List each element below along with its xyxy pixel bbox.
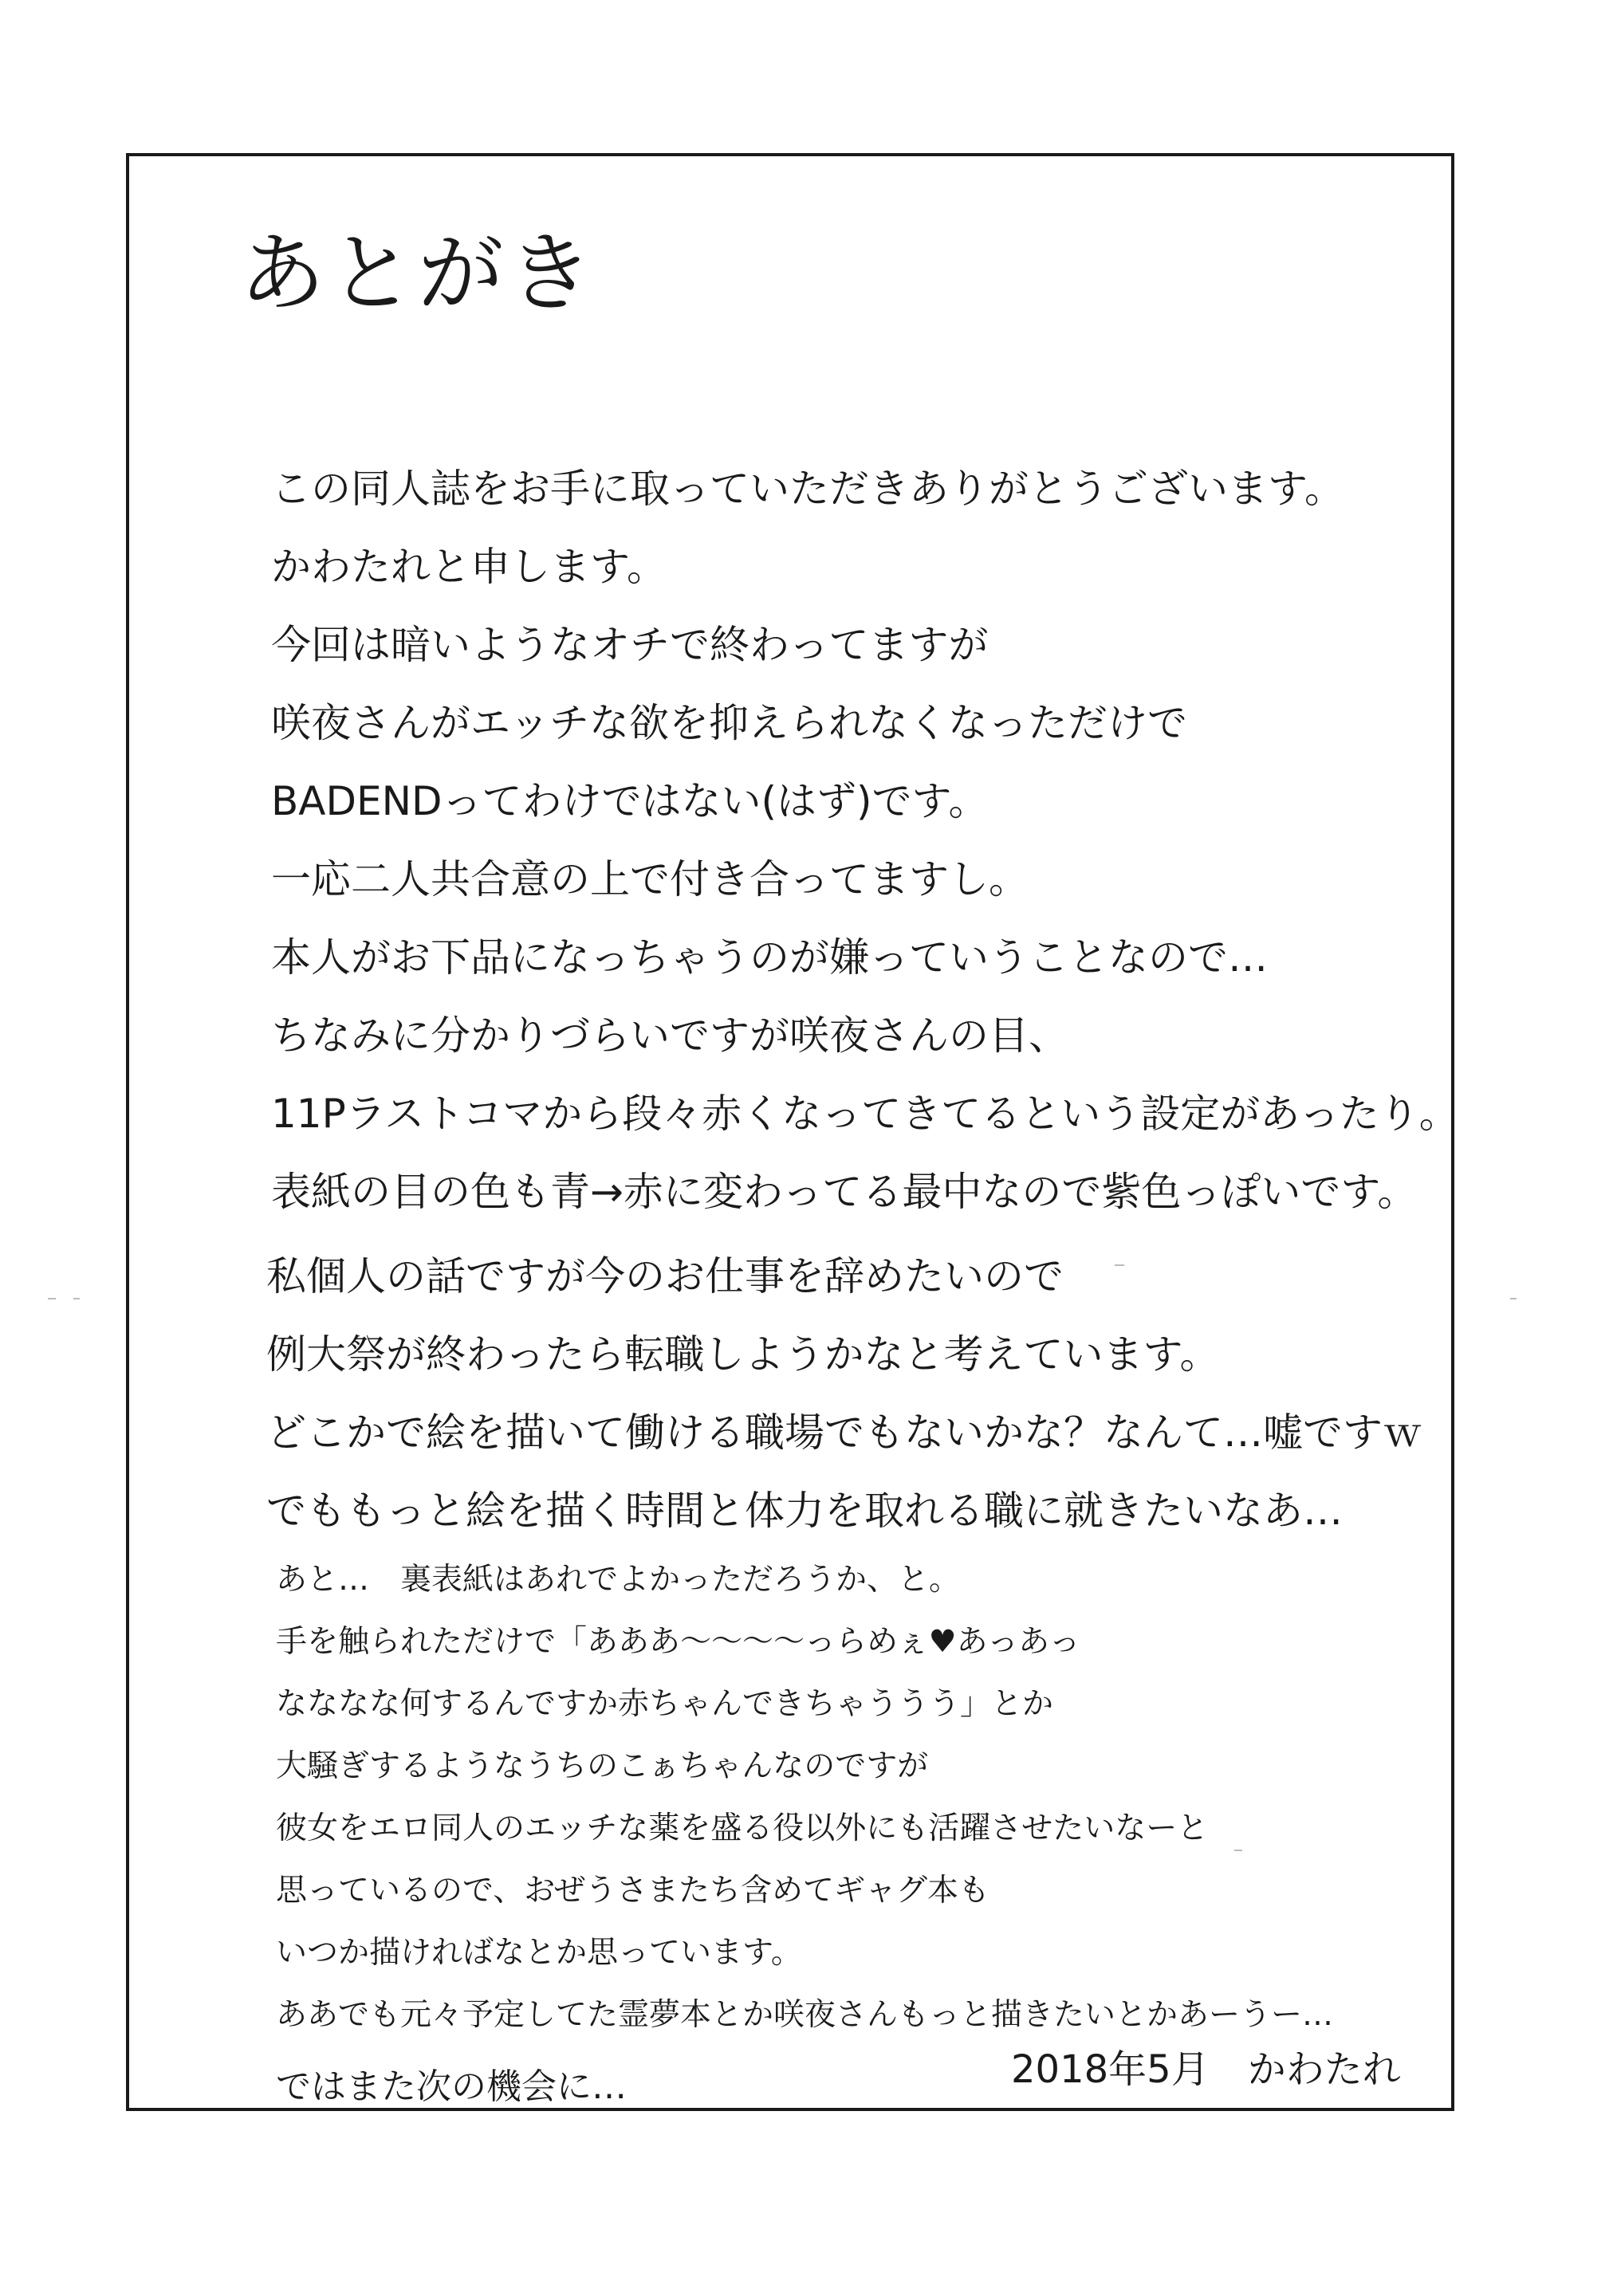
text-line: 私個人の話ですが今のお仕事を辞めたいので — [266, 1253, 1064, 1299]
text-line: 表紙の目の色も青→赤に変わってる最中なので紫色っぽいです。 — [271, 1169, 1418, 1215]
text-line: 例大祭が終わったら転職しようかなと考えています。 — [266, 1331, 1220, 1378]
text-line: ちなみに分かりづらいですが咲夜さんの目、 — [271, 1012, 1068, 1059]
text-line: あと… 裏表紙はあれでよかっただろうか、と。 — [276, 1562, 961, 1598]
scan-speck — [1115, 1264, 1124, 1266]
scan-speck — [1510, 1298, 1517, 1299]
text-line: でももっと絵を描く時間と体力を取れる職に就きたいなあ… — [266, 1488, 1343, 1534]
text-line: 一応二人共合意の上で付き合ってますし。 — [271, 856, 1029, 902]
text-line: いつか描ければなとか思っています。 — [276, 1935, 802, 1971]
text-line: ああでも元々予定してた霊夢本とか咲夜さんもっと描きたいとかあーうー… — [276, 1997, 1334, 2033]
signature-date-author: 2018年5月 かわたれ — [1011, 2047, 1401, 2092]
page-title: あとがき — [239, 224, 597, 324]
text-line: なななな何するんですか赤ちゃんできちゃううう」とか — [276, 1686, 1054, 1722]
scan-speck — [73, 1298, 80, 1299]
text-line: 11Pラストコマから段々赤くなってきてるという設定があったり。 — [271, 1091, 1459, 1137]
text-line: 本人がお下品になっちゃうのが嫌っていうことなので… — [271, 934, 1268, 981]
text-line: 彼女をエロ同人のエッチな薬を盛る役以外にも活躍させたいなーと — [276, 1810, 1209, 1846]
text-line: 今回は暗いようなオチで終わってますが — [271, 622, 989, 668]
text-line: かわたれと申します。 — [271, 544, 667, 590]
text-line: BADENDってわけではない(はず)です。 — [271, 778, 989, 824]
closing-line: ではまた次の機会に… — [276, 2066, 627, 2107]
text-line: 大騒ぎするようなうちのこぁちゃんなのですが — [276, 1748, 929, 1784]
scan-speck — [48, 1298, 56, 1299]
text-line: 思っているので、おぜうさまたち含めてギャグ本も — [276, 1873, 990, 1909]
text-line: どこかで絵を描いて働ける職場でもないかな？なんて…嘘ですｗ — [266, 1409, 1422, 1456]
text-line: 手を触られただけで「あああ～～～～っらめぇ♥あっあっ — [276, 1624, 1080, 1660]
scan-speck — [1234, 1850, 1242, 1851]
text-line: 咲夜さんがエッチな欲を抑えられなくなっただけで — [271, 700, 1187, 746]
text-line: この同人誌をお手に取っていただきありがとうございます。 — [271, 466, 1344, 512]
